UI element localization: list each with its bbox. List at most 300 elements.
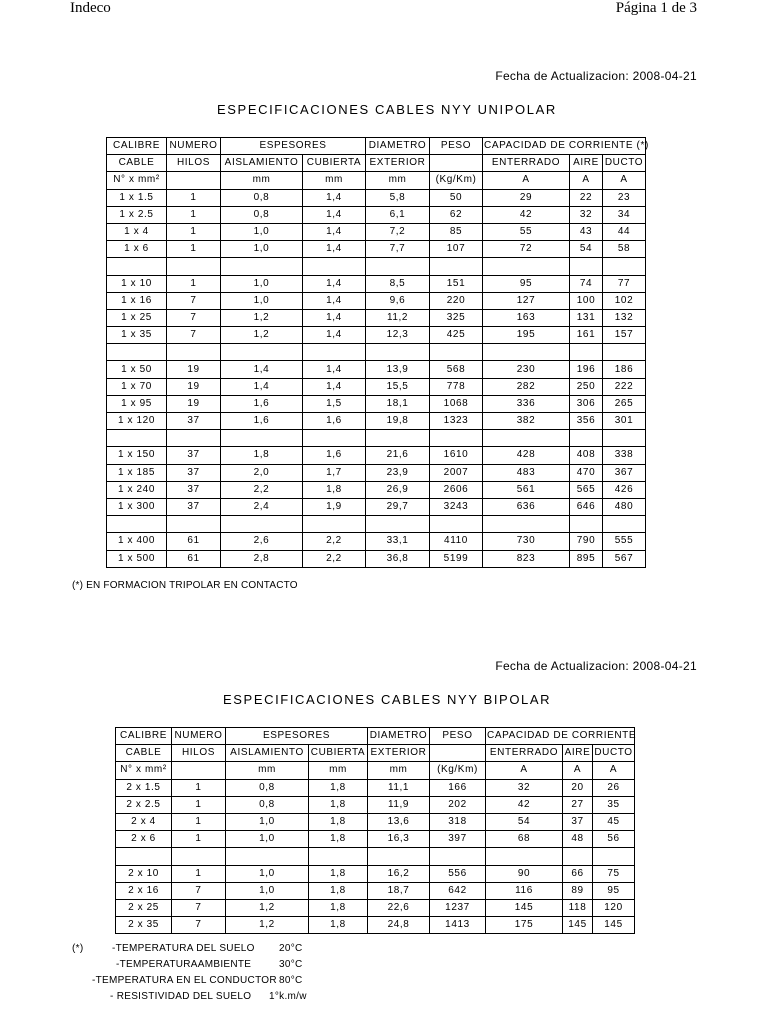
- empty-cell: [570, 430, 603, 447]
- table-cell: 338: [603, 447, 646, 464]
- page-number: Página 1 de 3: [615, 0, 697, 16]
- header-cell: CUBIERTA: [309, 745, 368, 762]
- spec-table-unipolar: [106, 137, 649, 568]
- table-cell: 3243: [430, 498, 483, 515]
- table-cell: 0,8: [226, 779, 309, 796]
- table-cell: 2,8: [221, 550, 303, 567]
- table-cell: 36,8: [366, 550, 430, 567]
- table-cell: 282: [483, 378, 570, 395]
- header-cell: DIAMETRO: [366, 138, 430, 155]
- table-row: [107, 327, 646, 344]
- table-cell: 1 x 1.5: [107, 189, 167, 206]
- table-cell: 556: [430, 865, 486, 882]
- table-cell: 24,8: [368, 917, 430, 934]
- empty-cell: [603, 258, 646, 275]
- footnote-value: 1°k.m/w: [269, 991, 307, 1002]
- table-cell: 166: [430, 779, 486, 796]
- header-cell: A: [563, 762, 593, 779]
- header-row: [116, 728, 635, 745]
- header-cell: mm: [226, 762, 309, 779]
- table-cell: 823: [483, 550, 570, 567]
- header-cell: ENTERRADO: [486, 745, 563, 762]
- header-cell: AISLAMIENTO: [221, 155, 303, 172]
- empty-cell: [303, 430, 366, 447]
- table-cell: 37: [167, 481, 221, 498]
- empty-cell: [593, 848, 635, 865]
- table-cell: 16,3: [368, 831, 430, 848]
- table-cell: 1,9: [303, 498, 366, 515]
- table-cell: 1 x 240: [107, 481, 167, 498]
- header-cell: EXTERIOR: [368, 745, 430, 762]
- empty-cell: [430, 258, 483, 275]
- table-cell: 48: [563, 831, 593, 848]
- table-cell: 90: [486, 865, 563, 882]
- header-cell: HILOS: [167, 155, 221, 172]
- table-cell: 22: [570, 189, 603, 206]
- header-cell: N° x mm²: [116, 762, 172, 779]
- header-cell: A: [570, 172, 603, 189]
- table-cell: 20: [563, 779, 593, 796]
- table-cell: 230: [483, 361, 570, 378]
- empty-cell: [570, 516, 603, 533]
- empty-cell: [167, 516, 221, 533]
- footnote-label: - RESISTIVIDAD DEL SUELO: [110, 991, 252, 1002]
- table-cell: 1 x 2.5: [107, 206, 167, 223]
- table-cell: 1,4: [303, 189, 366, 206]
- empty-cell: [303, 258, 366, 275]
- table-cell: 2 x 4: [116, 813, 172, 830]
- table-cell: 102: [603, 292, 646, 309]
- table-cell: 1,0: [226, 865, 309, 882]
- table-row: [107, 498, 646, 515]
- table-cell: 7: [167, 309, 221, 326]
- table-cell: 62: [430, 206, 483, 223]
- table-cell: 74: [570, 275, 603, 292]
- table-cell: 1,4: [303, 309, 366, 326]
- table-cell: 1,4: [303, 361, 366, 378]
- table-cell: 1 x 150: [107, 447, 167, 464]
- header-row: [116, 745, 635, 762]
- update-date-2: Fecha de Actualizacion: 2008-04-21: [495, 659, 697, 673]
- table-cell: 636: [483, 498, 570, 515]
- table-cell: 7: [167, 292, 221, 309]
- table-cell: 15,5: [366, 378, 430, 395]
- table-cell: 0,8: [221, 206, 303, 223]
- table-cell: 33,1: [366, 533, 430, 550]
- table-row: [107, 189, 646, 206]
- table-cell: 1 x 6: [107, 241, 167, 258]
- table-cell: 37: [167, 413, 221, 430]
- table-cell: 895: [570, 550, 603, 567]
- header-cell: EXTERIOR: [366, 155, 430, 172]
- table-cell: 425: [430, 327, 483, 344]
- header-cell: HILOS: [172, 745, 226, 762]
- table-cell: 66: [563, 865, 593, 882]
- table-cell: 1,8: [309, 917, 368, 934]
- table-cell: 1: [172, 796, 226, 813]
- table-cell: 1,8: [309, 882, 368, 899]
- empty-cell: [366, 430, 430, 447]
- table-cell: 7: [172, 899, 226, 916]
- table-cell: 1 x 70: [107, 378, 167, 395]
- empty-cell: [570, 258, 603, 275]
- table-cell: 1,7: [303, 464, 366, 481]
- table-cell: 7: [172, 882, 226, 899]
- table-cell: 56: [593, 831, 635, 848]
- footnote-value: 80°C: [279, 975, 303, 986]
- table-cell: 483: [483, 464, 570, 481]
- spacer-row: [107, 344, 646, 361]
- table-cell: 5199: [430, 550, 483, 567]
- table-cell: 567: [603, 550, 646, 567]
- table-cell: 161: [570, 327, 603, 344]
- footnote-marker: (*): [72, 943, 84, 954]
- empty-cell: [221, 344, 303, 361]
- spec-table-bipolar: [115, 727, 635, 934]
- header-cell: CAPACIDAD DE CORRIENTE (*): [483, 138, 646, 155]
- spacer-row: [116, 848, 635, 865]
- table-cell: 4110: [430, 533, 483, 550]
- empty-cell: [603, 430, 646, 447]
- table-cell: 1 x 185: [107, 464, 167, 481]
- table-cell: 1,2: [221, 327, 303, 344]
- table-cell: 1,8: [309, 831, 368, 848]
- table-cell: 107: [430, 241, 483, 258]
- table-row: [107, 361, 646, 378]
- table-cell: 1,8: [303, 481, 366, 498]
- table-cell: 58: [603, 241, 646, 258]
- table-cell: 202: [430, 796, 486, 813]
- header-cell: CALIBRE: [116, 728, 172, 745]
- empty-cell: [570, 344, 603, 361]
- table-cell: 145: [486, 899, 563, 916]
- empty-cell: [107, 258, 167, 275]
- table-row: [116, 882, 635, 899]
- table-cell: 7: [167, 327, 221, 344]
- table-cell: 568: [430, 361, 483, 378]
- table-cell: 1,8: [221, 447, 303, 464]
- table-cell: 555: [603, 533, 646, 550]
- empty-cell: [309, 848, 368, 865]
- table-cell: 1 x 25: [107, 309, 167, 326]
- empty-cell: [430, 430, 483, 447]
- table-cell: 85: [430, 223, 483, 240]
- table-row: [116, 899, 635, 916]
- table-cell: 77: [603, 275, 646, 292]
- header-cell: DUCTO: [593, 745, 635, 762]
- table-cell: 2007: [430, 464, 483, 481]
- empty-cell: [167, 258, 221, 275]
- table-cell: 222: [603, 378, 646, 395]
- table-cell: 646: [570, 498, 603, 515]
- table-cell: 1,8: [309, 813, 368, 830]
- table-cell: 54: [486, 813, 563, 830]
- table-cell: 157: [603, 327, 646, 344]
- table-cell: 127: [483, 292, 570, 309]
- table-cell: 2 x 25: [116, 899, 172, 916]
- table-cell: 1,6: [303, 413, 366, 430]
- table-cell: 265: [603, 395, 646, 412]
- table-cell: 1,2: [226, 917, 309, 934]
- empty-cell: [430, 344, 483, 361]
- table-cell: 1 x 120: [107, 413, 167, 430]
- table-row: [107, 275, 646, 292]
- table-cell: 1,4: [221, 378, 303, 395]
- table-cell: 220: [430, 292, 483, 309]
- table-row: [116, 917, 635, 934]
- table-cell: 29,7: [366, 498, 430, 515]
- table-cell: 1610: [430, 447, 483, 464]
- table-cell: 54: [570, 241, 603, 258]
- table-cell: 325: [430, 309, 483, 326]
- table-row: [107, 413, 646, 430]
- table-cell: 1,0: [226, 813, 309, 830]
- table-cell: 34: [603, 206, 646, 223]
- table-cell: 1,4: [303, 241, 366, 258]
- table-cell: 1,6: [221, 413, 303, 430]
- table-cell: 1: [172, 831, 226, 848]
- table-row: [107, 241, 646, 258]
- table-row: [116, 865, 635, 882]
- table-cell: 1,0: [226, 831, 309, 848]
- empty-cell: [303, 344, 366, 361]
- table-cell: 1,5: [303, 395, 366, 412]
- table-cell: 1 x 95: [107, 395, 167, 412]
- header-row: [107, 155, 646, 172]
- spacer-row: [107, 430, 646, 447]
- table-cell: 2 x 6: [116, 831, 172, 848]
- table-cell: 565: [570, 481, 603, 498]
- table-cell: 6,1: [366, 206, 430, 223]
- empty-cell: [221, 516, 303, 533]
- header-cell: [430, 155, 483, 172]
- table-cell: 68: [486, 831, 563, 848]
- table-cell: 55: [483, 223, 570, 240]
- table-cell: 151: [430, 275, 483, 292]
- table-cell: 408: [570, 447, 603, 464]
- table-cell: 26,9: [366, 481, 430, 498]
- header-cell: AIRE: [563, 745, 593, 762]
- empty-cell: [221, 258, 303, 275]
- table-cell: 7,7: [366, 241, 430, 258]
- table-cell: 195: [483, 327, 570, 344]
- header-cell: CABLE: [107, 155, 167, 172]
- table-cell: 12,3: [366, 327, 430, 344]
- empty-cell: [563, 848, 593, 865]
- table-cell: 18,1: [366, 395, 430, 412]
- header-cell: A: [486, 762, 563, 779]
- table-cell: 367: [603, 464, 646, 481]
- header-cell: mm: [221, 172, 303, 189]
- header-cell: mm: [309, 762, 368, 779]
- table-cell: 72: [483, 241, 570, 258]
- header-cell: NUMERO: [172, 728, 226, 745]
- header-cell: ESPESORES: [221, 138, 366, 155]
- header-cell: CABLE: [116, 745, 172, 762]
- header-cell: PESO: [430, 728, 486, 745]
- empty-cell: [167, 430, 221, 447]
- table-cell: 318: [430, 813, 486, 830]
- table-cell: 1068: [430, 395, 483, 412]
- table-cell: 23,9: [366, 464, 430, 481]
- table-row: [116, 813, 635, 830]
- footnote-label: -TEMPERATURA EN EL CONDUCTOR: [92, 975, 277, 986]
- table-cell: 75: [593, 865, 635, 882]
- table-cell: 5,8: [366, 189, 430, 206]
- table-cell: 561: [483, 481, 570, 498]
- table-note-1: (*) EN FORMACION TRIPOLAR EN CONTACTO: [72, 580, 298, 591]
- table-cell: 1,4: [221, 361, 303, 378]
- table-cell: 7: [172, 917, 226, 934]
- table-cell: 19: [167, 395, 221, 412]
- table-cell: 1: [167, 241, 221, 258]
- table-cell: 1,4: [303, 327, 366, 344]
- table-cell: 2 x 16: [116, 882, 172, 899]
- table-cell: 1,0: [226, 882, 309, 899]
- header-cell: PESO: [430, 138, 483, 155]
- table-cell: 37: [167, 498, 221, 515]
- table-cell: 175: [486, 917, 563, 934]
- table-cell: 196: [570, 361, 603, 378]
- empty-cell: [226, 848, 309, 865]
- table-row: [116, 831, 635, 848]
- header-cell: [430, 745, 486, 762]
- table-cell: 7,2: [366, 223, 430, 240]
- table-cell: 37: [167, 464, 221, 481]
- table-cell: 35: [593, 796, 635, 813]
- table-cell: 45: [593, 813, 635, 830]
- table-cell: 18,7: [368, 882, 430, 899]
- header-cell: ESPESORES: [226, 728, 368, 745]
- header-cell: (Kg/Km): [430, 762, 486, 779]
- table-row: [116, 796, 635, 813]
- table-cell: 356: [570, 413, 603, 430]
- table-cell: 778: [430, 378, 483, 395]
- table-cell: 16,2: [368, 865, 430, 882]
- table-cell: 13,6: [368, 813, 430, 830]
- table-cell: 790: [570, 533, 603, 550]
- table-cell: 163: [483, 309, 570, 326]
- table-cell: 186: [603, 361, 646, 378]
- table-cell: 0,8: [221, 189, 303, 206]
- table-cell: 1: [167, 189, 221, 206]
- table-cell: 306: [570, 395, 603, 412]
- header-cell: mm: [303, 172, 366, 189]
- table-cell: 11,1: [368, 779, 430, 796]
- header-cell: ENTERRADO: [483, 155, 570, 172]
- table-cell: 19,8: [366, 413, 430, 430]
- table-cell: 1413: [430, 917, 486, 934]
- table-cell: 1,8: [309, 865, 368, 882]
- table-cell: 1,2: [221, 309, 303, 326]
- table-cell: 42: [486, 796, 563, 813]
- footnote-value: 30°C: [279, 959, 303, 970]
- table-cell: 26: [593, 779, 635, 796]
- empty-cell: [483, 430, 570, 447]
- table-cell: 1,2: [226, 899, 309, 916]
- table-cell: 480: [603, 498, 646, 515]
- empty-cell: [366, 344, 430, 361]
- table-cell: 8,5: [366, 275, 430, 292]
- table-cell: 1,8: [309, 796, 368, 813]
- table-cell: 32: [570, 206, 603, 223]
- table-cell: 43: [570, 223, 603, 240]
- table-cell: 1 x 500: [107, 550, 167, 567]
- empty-cell: [483, 258, 570, 275]
- header-cell: CAPACIDAD DE CORRIENTE: [486, 728, 635, 745]
- table-cell: 145: [563, 917, 593, 934]
- table-cell: 2606: [430, 481, 483, 498]
- empty-cell: [483, 516, 570, 533]
- table-cell: 19: [167, 361, 221, 378]
- table-cell: 1 x 10: [107, 275, 167, 292]
- spacer-row: [107, 258, 646, 275]
- table-cell: 37: [167, 447, 221, 464]
- table-row: [107, 395, 646, 412]
- table-cell: 2 x 35: [116, 917, 172, 934]
- header-row: [107, 138, 646, 155]
- table-cell: 2 x 10: [116, 865, 172, 882]
- empty-cell: [366, 516, 430, 533]
- table-cell: 61: [167, 533, 221, 550]
- header-cell: CALIBRE: [107, 138, 167, 155]
- header-cell: mm: [366, 172, 430, 189]
- table-cell: 428: [483, 447, 570, 464]
- table-cell: 1: [167, 206, 221, 223]
- empty-cell: [107, 516, 167, 533]
- table-cell: 1,4: [303, 378, 366, 395]
- empty-cell: [221, 430, 303, 447]
- table-cell: 2,2: [303, 533, 366, 550]
- header-cell: AISLAMIENTO: [226, 745, 309, 762]
- table-cell: 1,4: [303, 223, 366, 240]
- table-title-1: ESPECIFICACIONES CABLES NYY UNIPOLAR: [217, 102, 557, 117]
- table-cell: 1,0: [221, 292, 303, 309]
- table-row: [107, 378, 646, 395]
- header-cell: A: [483, 172, 570, 189]
- table-cell: 470: [570, 464, 603, 481]
- header-row: [107, 172, 646, 189]
- table-cell: 426: [603, 481, 646, 498]
- table-cell: 95: [483, 275, 570, 292]
- empty-cell: [368, 848, 430, 865]
- table-cell: 1,4: [303, 292, 366, 309]
- table-cell: 95: [593, 882, 635, 899]
- table-cell: 1 x 400: [107, 533, 167, 550]
- header-left: Indeco: [70, 0, 111, 16]
- table-cell: 1 x 4: [107, 223, 167, 240]
- table-cell: 1,6: [221, 395, 303, 412]
- table-cell: 336: [483, 395, 570, 412]
- table-cell: 1 x 50: [107, 361, 167, 378]
- empty-cell: [486, 848, 563, 865]
- table-cell: 1323: [430, 413, 483, 430]
- table-cell: 1,6: [303, 447, 366, 464]
- table-cell: 13,9: [366, 361, 430, 378]
- table-cell: 50: [430, 189, 483, 206]
- table-cell: 1,0: [221, 241, 303, 258]
- table-row: [107, 223, 646, 240]
- table-cell: 2 x 2.5: [116, 796, 172, 813]
- table-cell: 301: [603, 413, 646, 430]
- table-row: [107, 447, 646, 464]
- table-row: [116, 779, 635, 796]
- table-cell: 2 x 1.5: [116, 779, 172, 796]
- table-cell: 1,4: [303, 206, 366, 223]
- table-cell: 1: [167, 223, 221, 240]
- table-cell: 1: [172, 865, 226, 882]
- table-cell: 1 x 300: [107, 498, 167, 515]
